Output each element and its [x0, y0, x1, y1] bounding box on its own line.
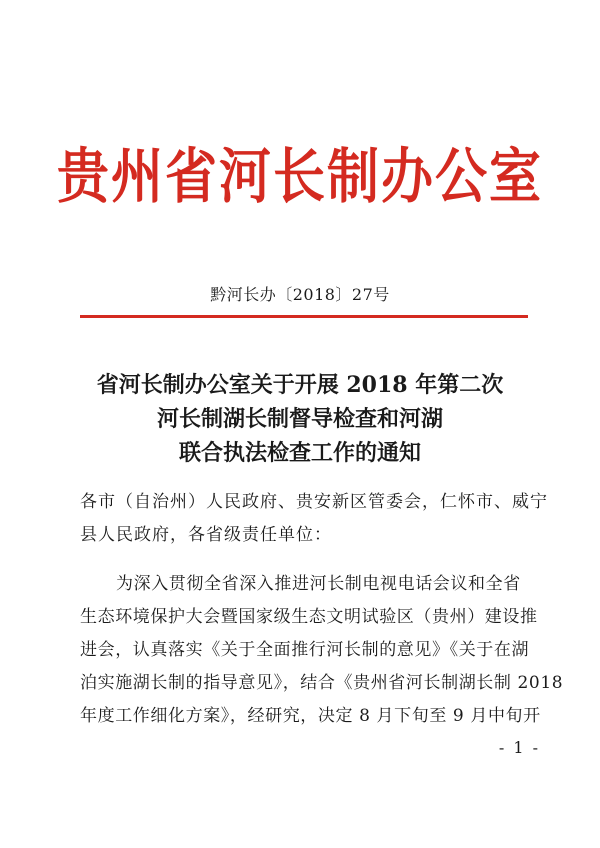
salutation-line-1: 各市（自治州）人民政府、贵安新区管委会，仁怀市、威宁	[80, 492, 548, 512]
page-number: - 1 -	[498, 738, 540, 757]
title-line-3: 联合执法检查工作的通知	[178, 440, 421, 466]
salutation-line-2: 县人民政府，各省级责任单位：	[80, 525, 332, 545]
body-line-3: 进会，认真落实《关于全面推行河长制的意见》《关于在湖	[80, 640, 530, 660]
document-number: 黔河长办〔2018〕27号	[210, 285, 390, 304]
issuing-organization-header: 贵州省河长制办公室	[56, 141, 543, 212]
title-line-2: 河长制湖长制督导检查和河湖	[156, 406, 443, 432]
document-title	[60, 368, 540, 470]
title-line-1: 省河长制办公室关于开展 2018 年第二次	[96, 372, 504, 398]
body-line-4: 泊实施湖长制的指导意见》，结合《贵州省河长制湖长制 2018	[80, 673, 564, 693]
body-line-1: 为深入贯彻全省深入推进河长制电视电话会议和全省	[116, 574, 521, 594]
body-line-2: 生态环境保护大会暨国家级生态文明试验区（贵州）建设推	[80, 607, 538, 627]
body-paragraph	[80, 568, 564, 733]
salutation	[80, 486, 548, 552]
red-separator-line	[80, 315, 528, 318]
body-line-5: 年度工作细化方案》，经研究，决定 8 月下旬至 9 月中旬开	[80, 706, 541, 726]
